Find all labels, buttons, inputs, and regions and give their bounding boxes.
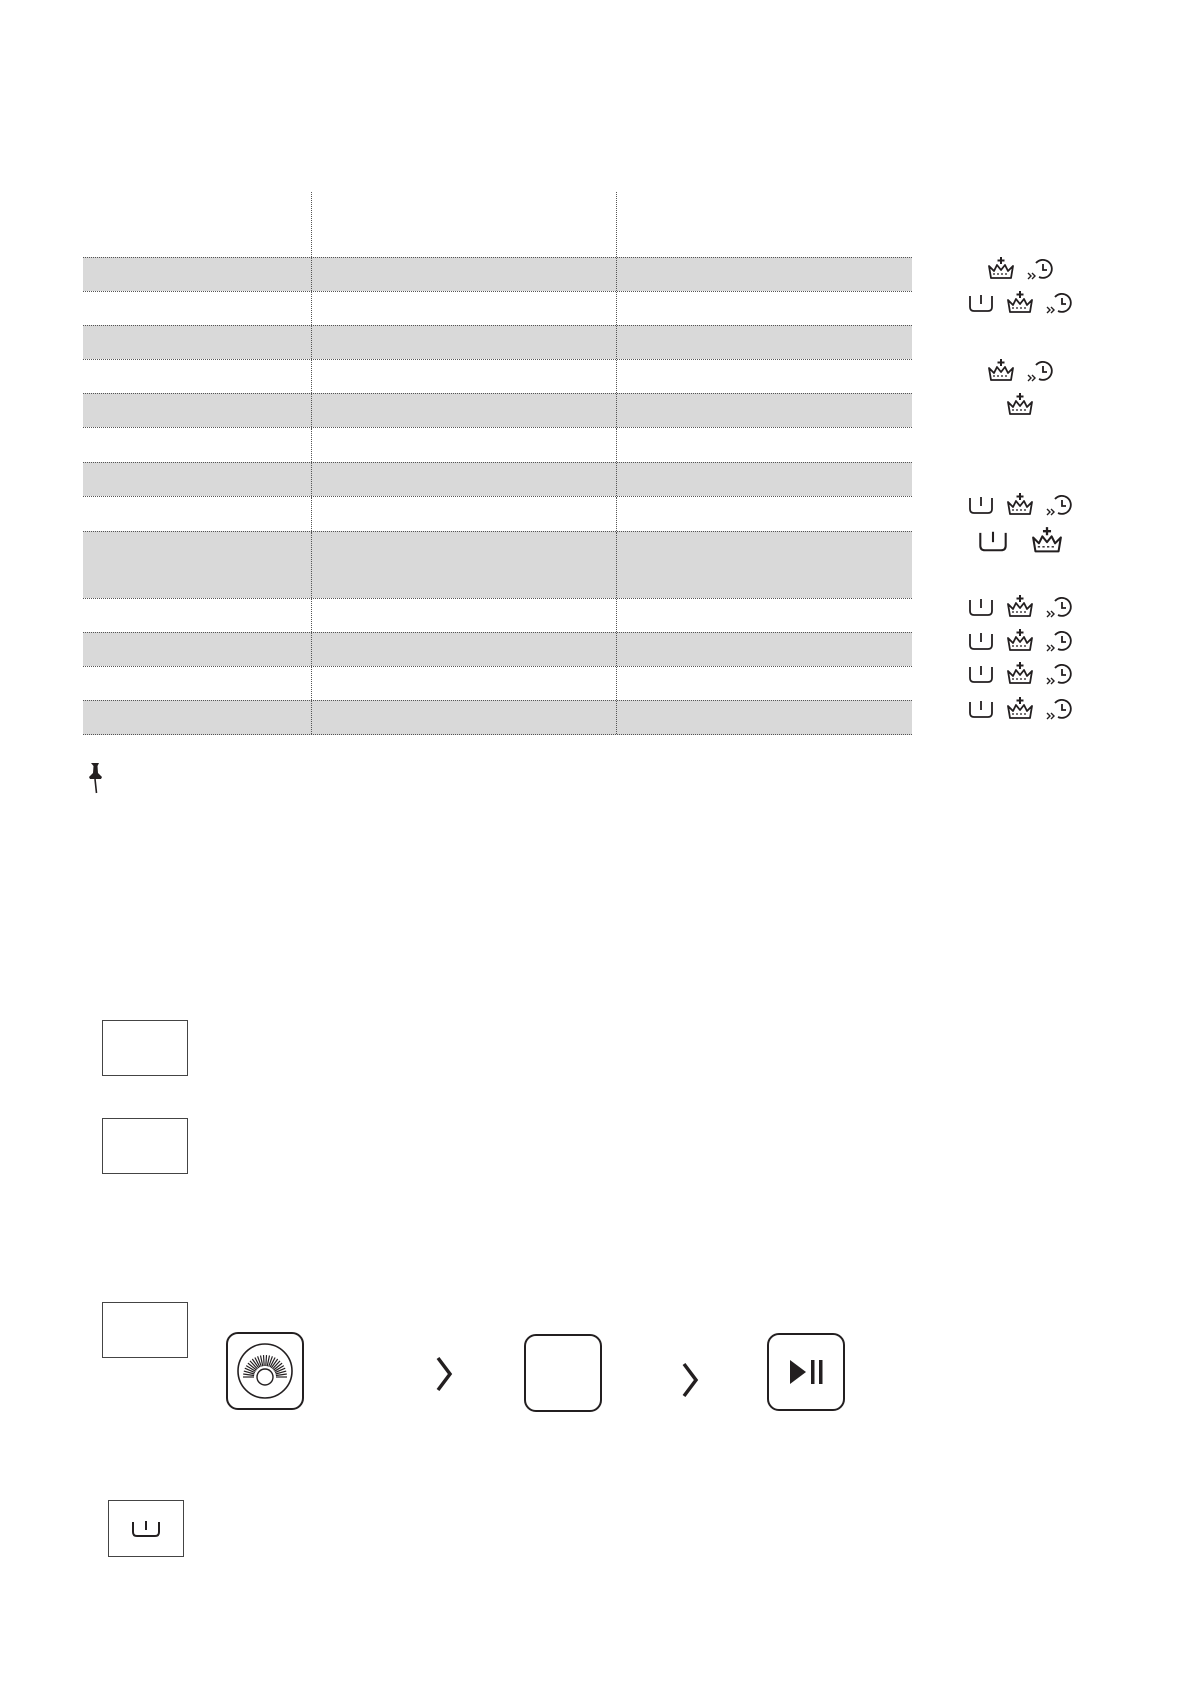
crown-plus-icon [1005, 594, 1035, 620]
crown-plus-icon [1005, 661, 1035, 687]
table-cell [616, 463, 912, 496]
option-icon-row [940, 358, 1100, 384]
crown-plus-icon [986, 358, 1016, 384]
start-pause-button[interactable] [767, 1333, 845, 1411]
table-cell [83, 599, 311, 632]
delay-clock-icon [1025, 256, 1055, 282]
crown-plus-icon [986, 256, 1016, 282]
table-cell [616, 667, 912, 700]
prewash-button-box [108, 1500, 184, 1557]
table-cell [616, 394, 912, 427]
program-dial-icon [234, 1340, 296, 1402]
table-cell [83, 497, 311, 531]
table-cell [616, 599, 912, 632]
table-body [83, 257, 912, 735]
table-cell [311, 428, 616, 462]
table-cell [616, 633, 912, 666]
header-cell-1 [83, 192, 311, 257]
table-cell [616, 326, 912, 359]
table-cell [616, 497, 912, 531]
table-cell [616, 532, 912, 598]
option-icon-row [940, 526, 1100, 556]
table-row [83, 325, 912, 359]
table-cell [616, 258, 912, 291]
play-pause-icon [784, 1356, 828, 1388]
pushpin-icon [84, 761, 106, 795]
table-header-row [83, 192, 912, 257]
basin-icon [966, 594, 996, 620]
table-row [83, 598, 912, 632]
blank-display-box-3 [102, 1302, 188, 1358]
table-cell [83, 394, 311, 427]
header-cell-3 [616, 192, 912, 257]
crown-plus-icon [1005, 392, 1035, 418]
delay-clock-icon [1044, 696, 1074, 722]
header-cell-2 [311, 192, 616, 257]
table-cell [311, 292, 616, 325]
table-cell [83, 428, 311, 462]
table-cell [83, 633, 311, 666]
blank-display-box-2 [102, 1118, 188, 1174]
table-cell [83, 326, 311, 359]
option-icon-row [940, 492, 1100, 518]
option-icon-row [940, 392, 1100, 418]
table-cell [83, 258, 311, 291]
crown-plus-icon [1005, 290, 1035, 316]
basin-icon [975, 526, 1011, 556]
basin-icon [966, 661, 996, 687]
table-cell [83, 292, 311, 325]
option-icon-row [940, 290, 1100, 316]
table-row [83, 291, 912, 325]
option-icon-row [940, 628, 1100, 654]
table-cell [311, 497, 616, 531]
basin-icon [966, 628, 996, 654]
table-cell [83, 667, 311, 700]
delay-clock-icon [1044, 290, 1074, 316]
delay-clock-icon [1025, 358, 1055, 384]
table-row [83, 700, 912, 735]
crown-plus-icon [1005, 696, 1035, 722]
delay-clock-icon [1044, 492, 1074, 518]
chevron-right-icon [432, 1354, 456, 1394]
table-cell [311, 667, 616, 700]
program-dial-button[interactable] [226, 1332, 304, 1410]
crown-plus-icon [1005, 492, 1035, 518]
table-cell [616, 701, 912, 734]
table-cell [83, 532, 311, 598]
option-icon-row [940, 696, 1100, 722]
table-row [83, 632, 912, 666]
table-row [83, 427, 912, 462]
delay-clock-icon [1044, 594, 1074, 620]
table-cell [311, 532, 616, 598]
table-cell [311, 360, 616, 393]
delay-clock-icon [1044, 628, 1074, 654]
option-icon-row [940, 256, 1100, 282]
chevron-right-icon [678, 1360, 702, 1400]
table-cell [311, 463, 616, 496]
table-cell [616, 360, 912, 393]
basin-icon [966, 290, 996, 316]
table-cell [616, 428, 912, 462]
table-cell [83, 360, 311, 393]
table-row [83, 666, 912, 700]
table-row [83, 462, 912, 496]
crown-plus-icon [1005, 628, 1035, 654]
blank-option-button[interactable] [524, 1334, 602, 1412]
table-cell [311, 326, 616, 359]
table-cell [311, 599, 616, 632]
table-row [83, 393, 912, 427]
table-cell [311, 258, 616, 291]
blank-display-box-1 [102, 1020, 188, 1076]
basin-icon [966, 696, 996, 722]
basin-icon [966, 492, 996, 518]
crown-plus-icon [1029, 526, 1065, 556]
basin-icon [127, 1517, 165, 1541]
table-row [83, 531, 912, 598]
option-icon-row [940, 594, 1100, 620]
table-row [83, 359, 912, 393]
table-cell [83, 463, 311, 496]
option-icon-row [940, 661, 1100, 687]
table-row [83, 496, 912, 531]
table-cell [311, 701, 616, 734]
delay-clock-icon [1044, 661, 1074, 687]
table-cell [616, 292, 912, 325]
program-table [83, 192, 912, 735]
table-cell [311, 394, 616, 427]
table-cell [311, 633, 616, 666]
table-cell [83, 701, 311, 734]
table-row [83, 257, 912, 291]
